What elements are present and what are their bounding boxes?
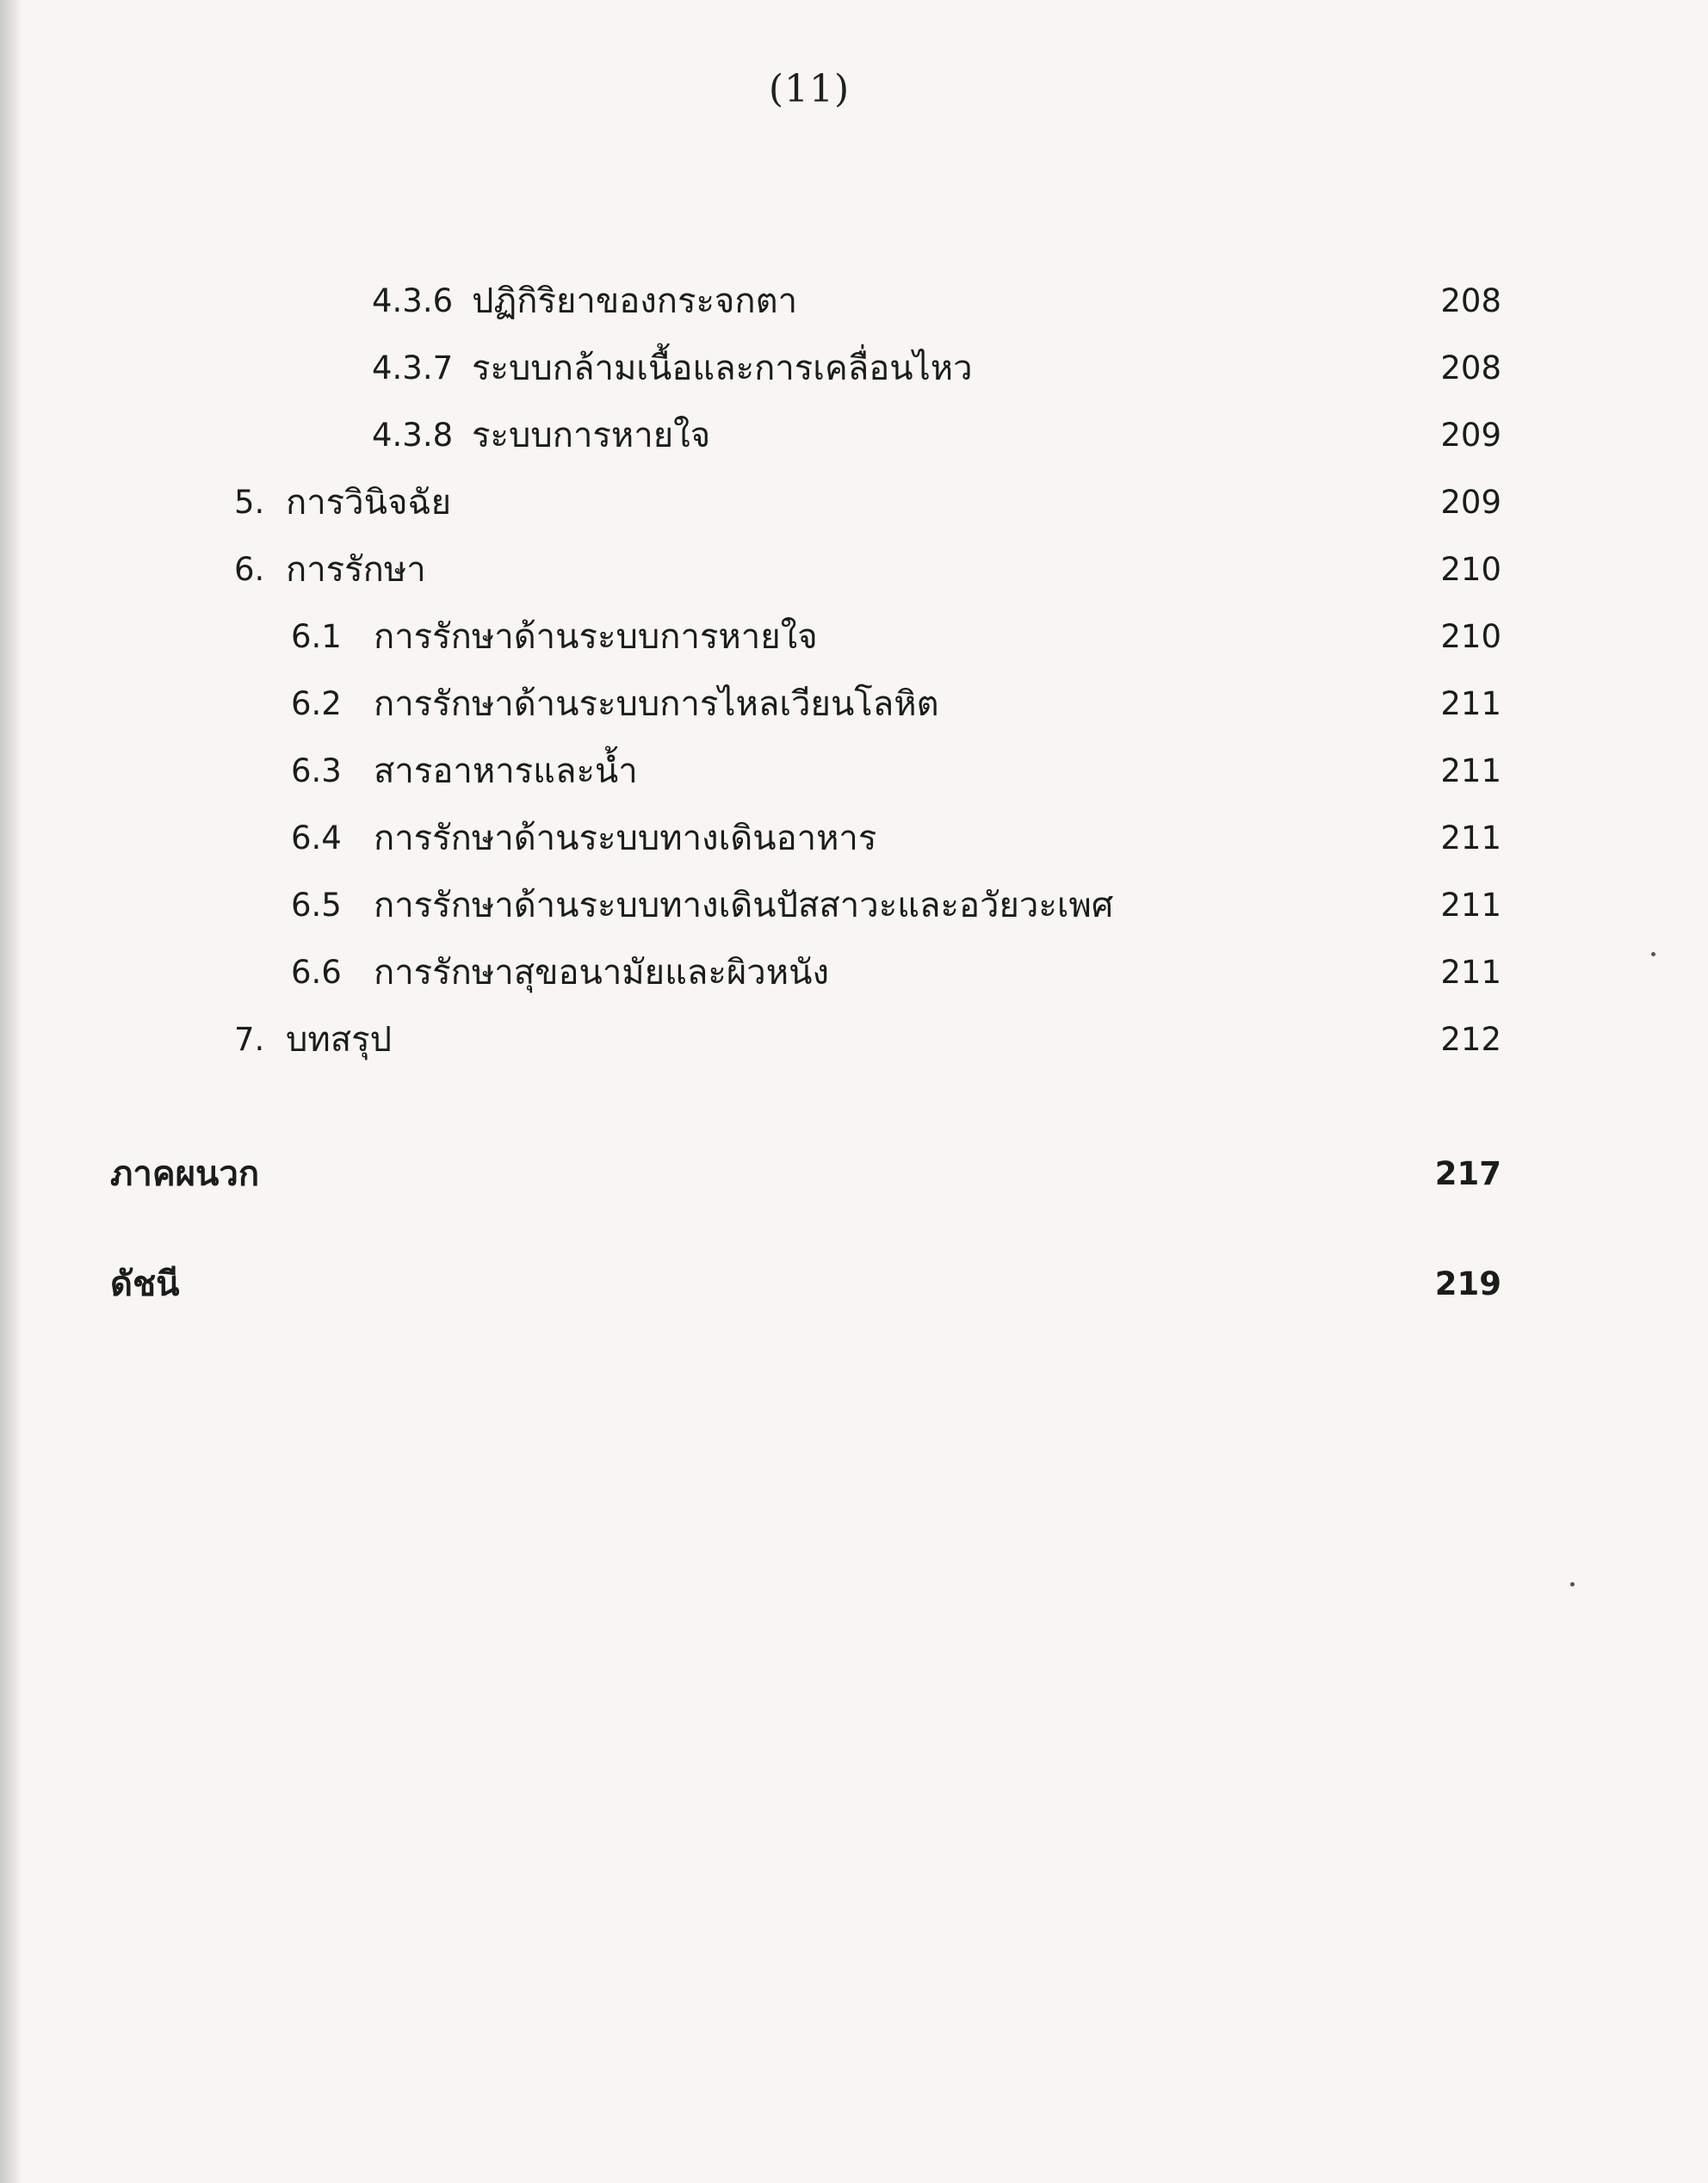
toc-entry-title: บทสรุป <box>286 1020 393 1060</box>
toc-entry-6[interactable] <box>0 542 1708 597</box>
toc-entry-title: การรักษาด้านระบบการไหลเวียนโลหิต <box>374 684 939 724</box>
toc-section-title: ภาคผนวก <box>110 1154 260 1194</box>
toc-entry-number: 4.3.6 <box>372 282 454 319</box>
toc-entry-title: การรักษา <box>286 550 426 590</box>
toc-section-page: 219 <box>1434 1265 1501 1302</box>
toc-entry-title: การรักษาสุขอนามัยและผิวหนัง <box>374 953 830 993</box>
toc-entry-page: 212 <box>1440 1021 1501 1058</box>
toc-entry-title: การรักษาด้านระบบการหายใจ <box>374 617 818 657</box>
toc-entry-title: ระบบการหายใจ <box>472 416 711 455</box>
toc-section-index[interactable] <box>0 1257 1708 1312</box>
toc-entry-number: 4.3.8 <box>372 417 454 454</box>
toc-entry-number: 6.3 <box>291 752 342 789</box>
toc-entry-page: 211 <box>1440 685 1501 722</box>
toc-entry-page: 209 <box>1440 484 1501 521</box>
scan-speck <box>1570 1582 1575 1586</box>
toc-entry-page: 210 <box>1440 551 1501 588</box>
toc-entry-page: 211 <box>1440 752 1501 789</box>
toc-entry-number: 7. <box>234 1021 265 1058</box>
toc-section-page: 217 <box>1434 1155 1501 1192</box>
toc-entry-6-1[interactable] <box>0 609 1708 665</box>
toc-entry-number: 6.4 <box>291 819 342 857</box>
toc-entry-title: การรักษาด้านระบบทางเดินปัสสาวะและอวัยวะเพศ <box>374 886 1114 925</box>
toc-entry-title: ระบบกล้ามเนื้อและการเคลื่อนไหว <box>472 349 973 388</box>
toc-entry-4-3-6[interactable] <box>0 274 1708 329</box>
toc-entry-number: 6.6 <box>291 954 342 991</box>
toc-entry-title: การรักษาด้านระบบทางเดินอาหาร <box>374 819 877 858</box>
toc-entry-page: 208 <box>1440 282 1501 319</box>
toc-entry-page: 208 <box>1440 349 1501 387</box>
toc-section-appendix[interactable] <box>0 1147 1708 1202</box>
toc-entry-number: 5. <box>234 484 265 521</box>
toc-entry-5[interactable] <box>0 475 1708 530</box>
toc-entry-7[interactable] <box>0 1012 1708 1067</box>
toc-section-title: ดัชนี <box>110 1265 180 1304</box>
page-number: (11) <box>768 67 851 111</box>
toc-entry-title: ปฏิกิริยาของกระจกตา <box>472 281 798 321</box>
scan-speck <box>1651 952 1655 956</box>
toc-entry-6-3[interactable] <box>0 744 1708 799</box>
toc-entry-6-6[interactable] <box>0 945 1708 1000</box>
toc-entry-number: 4.3.7 <box>372 349 454 387</box>
toc-entry-4-3-8[interactable] <box>0 408 1708 463</box>
toc-entry-4-3-7[interactable] <box>0 341 1708 396</box>
toc-entry-title: สารอาหารและน้ำ <box>374 751 638 791</box>
toc-entry-number: 6.2 <box>291 685 342 722</box>
toc-entry-page: 211 <box>1440 819 1501 857</box>
toc-entry-6-4[interactable] <box>0 811 1708 866</box>
toc-entry-page: 210 <box>1440 618 1501 655</box>
toc-entry-page: 209 <box>1440 417 1501 454</box>
toc-entry-number: 6. <box>234 551 265 588</box>
toc-entry-6-2[interactable] <box>0 677 1708 732</box>
toc-entry-number: 6.1 <box>291 618 342 655</box>
toc-entry-page: 211 <box>1440 954 1501 991</box>
toc-entry-page: 211 <box>1440 887 1501 924</box>
toc-entry-title: การวินิจฉัย <box>286 483 452 523</box>
toc-entry-6-5[interactable] <box>0 878 1708 933</box>
toc-entry-number: 6.5 <box>291 887 342 924</box>
